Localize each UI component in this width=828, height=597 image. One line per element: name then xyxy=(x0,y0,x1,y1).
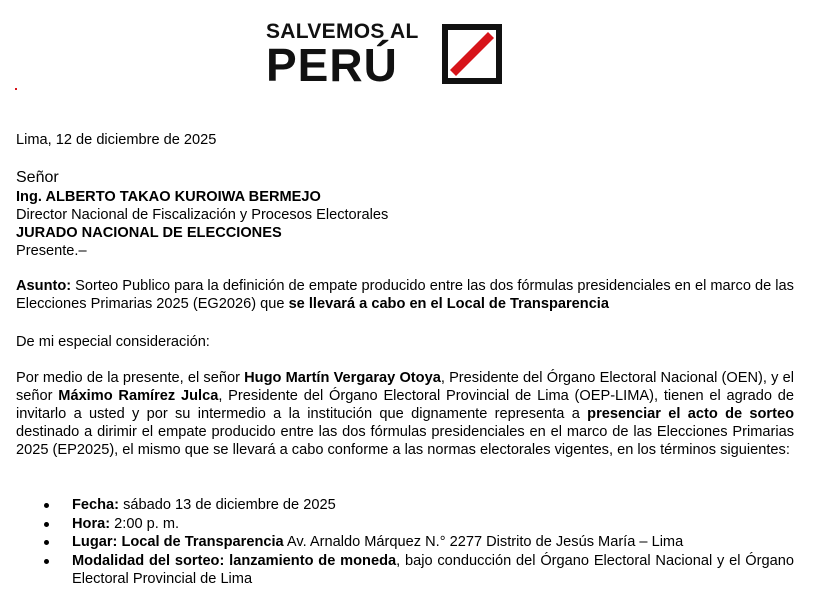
subject-text: Sorteo Publico para la definición de empate producido entre las dos fórmulas presidenciales en el marco de las Elecciones Primarias 2025 (EG2026) que xyxy=(16,278,794,312)
subject-paragraph xyxy=(16,277,796,313)
list-item-fecha: Fecha: sábado 13 de diciembre de 2025 xyxy=(16,496,794,515)
recipient-role: Director Nacional de Fiscalización y Procesos Electorales xyxy=(16,207,389,223)
recipient-institution: JURADO NACIONAL DE ELECCIONES xyxy=(16,225,282,241)
logo-slash-box-icon xyxy=(442,24,502,84)
invitation-action: presenciar el acto de sorteo xyxy=(587,406,794,422)
oen-president-name: Hugo Martín Vergaray Otoya xyxy=(244,370,441,386)
party-logo xyxy=(266,20,506,91)
recipient-name: Ing. ALBERTO TAKAO KUROIWA BERMEJO xyxy=(16,189,321,205)
red-dot-mark xyxy=(15,88,17,90)
invitation-paragraph: Por medio de la presente, el señor Hugo Martín Vergaray Otoya, Presidente del Órgano Electoral Nacional (OEN), y el señor Máximo Ramírez Julca, Presidente del Órgano Electoral Provincial de Lima (OEP-LIMA), tienen el agrado de invitarlo a usted y por su intermedio a la institución que dignamente representa a presenciar el acto de sorteo destinado a dirimir el empate producido entre las dos fórmulas presidenciales en el marco de las Elecciones Primarias 2025 (EP2025), el mismo que se llevará a cabo conforme a las normas electorales vigentes, en los términos siguientes: xyxy=(16,370,794,458)
event-details-list xyxy=(16,496,794,589)
letter-date: Lima, 12 de diciembre de 2025 xyxy=(16,132,217,148)
logo-line-1: SALVEMOS AL xyxy=(266,20,419,43)
list-item-modalidad: Modalidad del sorteo: lanzamiento de moneda, bajo conducción del Órgano Electoral Nacional y el Órgano Electoral Provincial de Lima xyxy=(16,552,794,589)
oep-president-name: Máximo Ramírez Julca xyxy=(58,388,219,404)
list-item-lugar: Lugar: Local de Transparencia Av. Arnaldo Márquez N.° 2277 Distrito de Jesús María – Lima xyxy=(16,533,794,552)
subject-label: Asunto: xyxy=(16,278,72,294)
salutation: Señor xyxy=(16,169,59,186)
logo-line-2: PERÚ xyxy=(266,39,398,91)
presente: Presente.– xyxy=(16,243,87,259)
recipient-block xyxy=(16,168,388,260)
list-item-hora: Hora: 2:00 p. m. xyxy=(16,515,794,534)
subject-bold-text: se llevará a cabo en el Local de Transparencia xyxy=(288,296,609,312)
greeting-line: De mi especial consideración: xyxy=(16,334,210,350)
